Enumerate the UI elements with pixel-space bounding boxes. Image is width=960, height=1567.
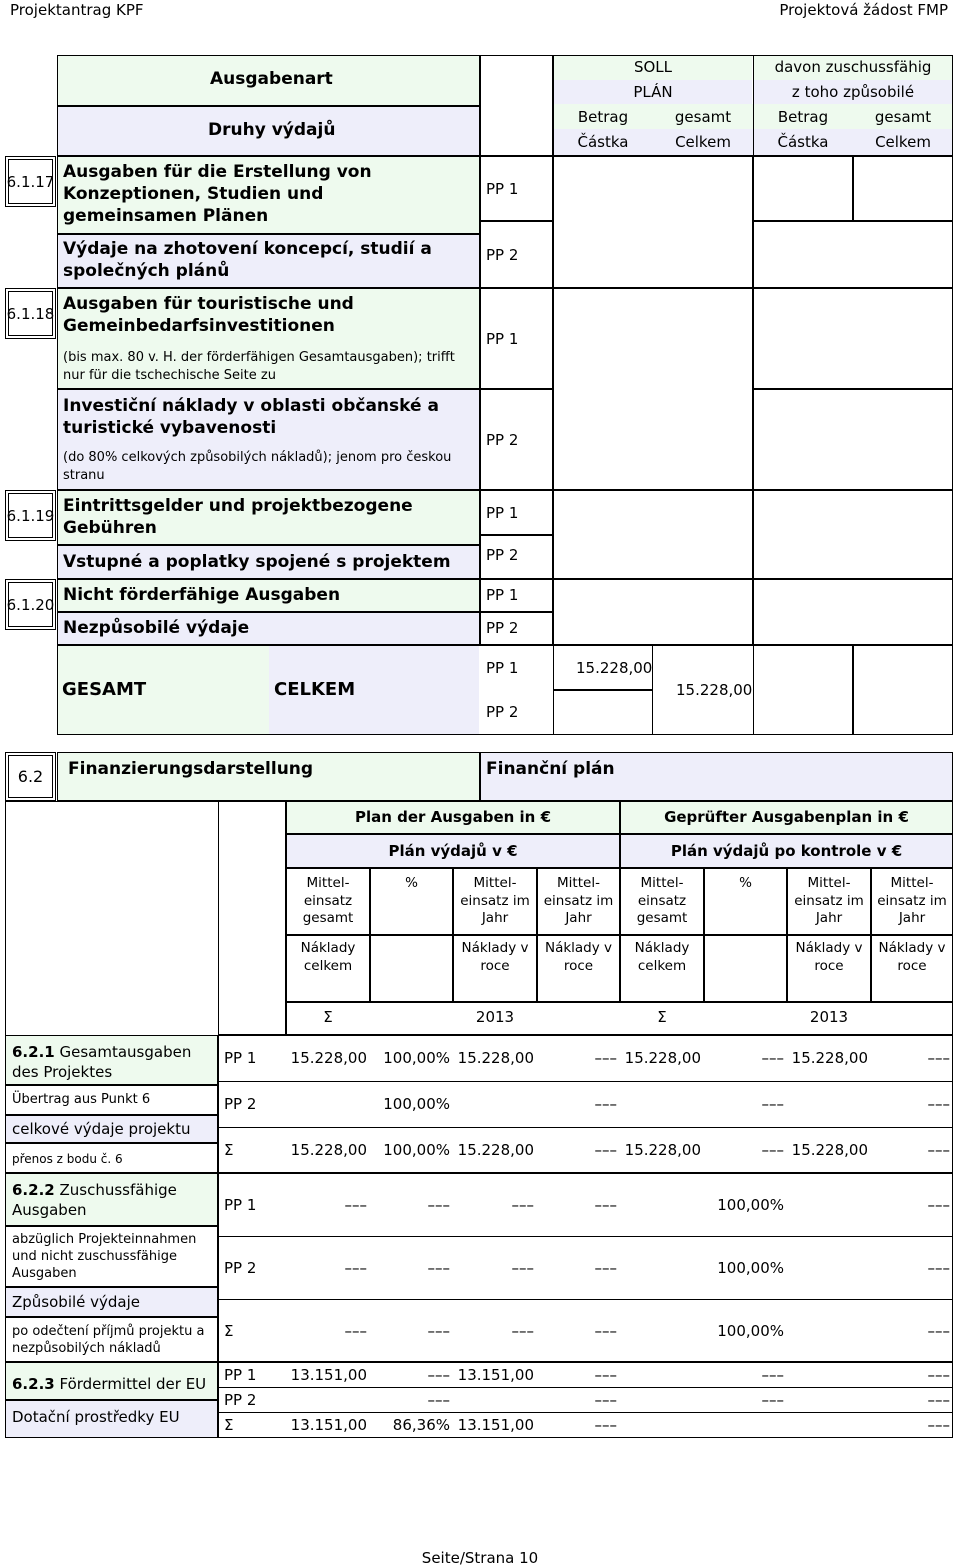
finance-cell: 15.228,00 xyxy=(290,1049,367,1067)
col-head-de-text: Mittel- einsatz im Jahr xyxy=(794,875,864,926)
year-geprueft: 2013 xyxy=(809,1008,849,1026)
label-celkove xyxy=(5,1115,218,1143)
total-pp1: PP 1 xyxy=(486,659,519,677)
finance-cell: 13.151,00 xyxy=(457,1365,534,1384)
plan-label: PLÁN xyxy=(633,83,673,101)
col-head-cz xyxy=(871,935,953,1002)
prenos-text: přenos z bodu č. 6 xyxy=(12,1152,123,1166)
row-6-1-18-cz-note: (do 80% celkových způsobilých nákladů); jenom pro českou stranu xyxy=(63,450,452,483)
plan-de-text: Plan der Ausgaben in € xyxy=(354,808,552,826)
betrag-label-1: Betrag xyxy=(577,108,629,126)
finance-cell: 100,00% xyxy=(717,1258,784,1277)
page-footer: Seite/Strana 10 xyxy=(421,1549,539,1567)
row-6-1-20-de-text: Nicht förderfähige Ausgaben xyxy=(63,585,341,605)
sigma-geprueft: Σ xyxy=(657,1008,667,1026)
finance-cell: 15.228,00 xyxy=(290,1141,367,1159)
row-6-1-18-cz-text: Investiční náklady v oblasti občanské a turistické vybavenosti xyxy=(63,396,439,438)
row-6-1-17-cz-text: Výdaje na zhotovení koncepcí, studií a společných plánů xyxy=(63,239,432,281)
finance-cell: ––– xyxy=(511,1258,534,1277)
finance-cell: 15.228,00 xyxy=(624,1049,701,1067)
gesamt-label-2: gesamt xyxy=(874,108,932,126)
col-head-cz-text: Náklady v roce xyxy=(878,940,946,974)
castka-label-2: Částka xyxy=(777,133,829,151)
row-6-1-19-pp2: PP 2 xyxy=(480,535,553,579)
finance-cell: ––– xyxy=(927,1365,950,1384)
col-head-de xyxy=(620,868,704,935)
finance-cell: ––– xyxy=(761,1365,784,1384)
row-6-1-17-cz xyxy=(57,234,480,288)
plan-header-cz xyxy=(286,834,620,868)
finance-cell: ––– xyxy=(427,1321,450,1340)
row-6-1-17-de-text: Ausgaben für die Erstellung von Konzeptionen, Studien und gemeinsamen Plänen xyxy=(63,162,372,226)
row-6-1-19-de xyxy=(57,490,480,545)
col-head-de-text: Mittel- einsatz gesamt xyxy=(302,875,354,926)
druhy-header xyxy=(57,106,480,156)
row-divider xyxy=(218,1081,953,1082)
row-6-1-20-pp1: PP 1 xyxy=(480,579,553,612)
finance-cell: ––– xyxy=(427,1195,450,1214)
ztoho-label: z toho způsobilé xyxy=(791,83,915,101)
row-number-6-1-20: 6.1.20 xyxy=(5,579,56,630)
col-head-de-text: % xyxy=(405,875,418,891)
cell xyxy=(753,389,953,490)
finance-cell: ––– xyxy=(927,1141,950,1159)
cell xyxy=(553,288,753,490)
col-head-cz xyxy=(370,935,453,1002)
finance-table-inner-label-col xyxy=(218,801,286,1035)
label-6-2-2-text: 6.2.2 Zuschussfähige Ausgaben xyxy=(12,1181,177,1219)
finance-cell: ––– xyxy=(594,1258,617,1277)
col-head-cz-text: Náklady celkem xyxy=(634,940,690,974)
finance-cell: ––– xyxy=(927,1321,950,1340)
col-head-de xyxy=(704,868,787,935)
row-number-6-1-18: 6.1.18 xyxy=(5,288,56,339)
finance-cell: ––– xyxy=(344,1258,367,1277)
row-6-1-18-pp1: PP 1 xyxy=(480,288,553,389)
row-number-6-1-17: 6.1.17 xyxy=(5,156,56,207)
col-head-de xyxy=(787,868,871,935)
row-divider xyxy=(218,1173,953,1174)
col-head-cz xyxy=(453,935,537,1002)
cell xyxy=(753,156,853,221)
cell xyxy=(753,221,953,288)
finance-cell: 100,00% xyxy=(383,1049,450,1067)
finance-cell: 13.151,00 xyxy=(290,1416,367,1434)
total-gesamt: 15.228,00 xyxy=(676,681,753,699)
finance-row-label: PP 1 xyxy=(224,1195,257,1214)
col-head-de xyxy=(871,868,953,935)
col-head-de-text: Mittel- einsatz im Jahr xyxy=(543,875,614,926)
label-6-2-3-text: 6.2.3 Fördermittel der EU xyxy=(12,1375,207,1393)
row-divider xyxy=(218,1299,953,1300)
cell xyxy=(553,490,753,579)
row-6-1-20-pp2: PP 2 xyxy=(480,612,553,645)
cell xyxy=(753,490,953,579)
header-left: Projektantrag KPF xyxy=(10,1,144,19)
label-6-2-3 xyxy=(5,1362,218,1400)
plan-cz-text: Plán výdajů v € xyxy=(388,842,518,860)
col-head-de xyxy=(453,868,537,935)
col-head-cz xyxy=(286,935,370,1002)
finance-cell: ––– xyxy=(594,1321,617,1340)
col-head-de-text: % xyxy=(739,875,752,891)
row-6-1-18-de xyxy=(57,288,480,389)
row-divider xyxy=(218,1362,953,1363)
finance-cell: 86,36% xyxy=(392,1416,450,1434)
cell xyxy=(753,579,953,645)
label-dotacni xyxy=(5,1400,218,1438)
col-head-de xyxy=(286,868,370,935)
geprueft-de-text: Geprüfter Ausgabenplan in € xyxy=(664,808,909,826)
castka-label-1: Částka xyxy=(577,133,629,151)
row-divider xyxy=(218,1035,953,1036)
cell xyxy=(853,645,953,735)
finance-cell: ––– xyxy=(594,1416,617,1434)
col-head-cz-text: Náklady celkem xyxy=(300,940,356,974)
finance-cell: ––– xyxy=(511,1321,534,1340)
finance-cell: ––– xyxy=(927,1416,950,1434)
ausgabenart-header xyxy=(57,55,480,106)
col-head-de xyxy=(370,868,453,935)
row-6-1-18-cz xyxy=(57,389,480,490)
cell xyxy=(753,645,853,735)
finance-cell: ––– xyxy=(594,1049,617,1067)
finance-cell: ––– xyxy=(427,1258,450,1277)
cell xyxy=(553,579,753,645)
total-betrag-cell xyxy=(553,645,653,690)
col-head-de-text: Mittel- einsatz im Jahr xyxy=(460,875,530,926)
row-6-1-18-de-note: (bis max. 80 v. H. der förderfähigen Gesamtausgaben); trifft nur für die tschechische Seite zu xyxy=(63,350,455,383)
row-6-1-20-cz xyxy=(57,612,480,645)
finance-cell: 100,00% xyxy=(383,1141,450,1159)
financni-plan: Finanční plán xyxy=(486,759,615,779)
finance-cell: 15.228,00 xyxy=(791,1049,868,1067)
betrag-label-2: Betrag xyxy=(777,108,829,126)
finance-row-label: PP 2 xyxy=(224,1258,257,1277)
cell xyxy=(853,156,953,221)
ausgabenart-label: Ausgabenart xyxy=(210,69,333,89)
finance-cell: ––– xyxy=(594,1095,617,1113)
row-6-1-20-cz-text: Nezpůsobilé výdaje xyxy=(63,618,250,638)
finance-cell: ––– xyxy=(594,1390,617,1409)
section-6-2-title-de xyxy=(57,752,480,801)
col-head-cz xyxy=(704,935,787,1002)
total-betrag: 15.228,00 xyxy=(576,659,653,677)
row-divider xyxy=(218,1412,953,1413)
finance-cell: ––– xyxy=(927,1049,950,1067)
section-6-2-title-cz xyxy=(480,752,953,801)
total-cz-label: CELKEM xyxy=(274,679,356,700)
label-abzueglich xyxy=(5,1226,218,1287)
finance-cell: ––– xyxy=(511,1195,534,1214)
row-6-1-18-de-text: Ausgaben für touristische und Gemeinbedarfsinvestitionen xyxy=(63,294,354,336)
finance-cell: 15.228,00 xyxy=(457,1049,534,1067)
cell xyxy=(553,690,653,735)
finance-cell: ––– xyxy=(927,1390,950,1409)
dotacni-text: Dotační prostředky EU xyxy=(12,1408,180,1426)
finance-cell: ––– xyxy=(594,1141,617,1159)
label-po-odecteni xyxy=(5,1317,218,1362)
row-6-1-20-de xyxy=(57,579,480,612)
col-head-cz xyxy=(787,935,871,1002)
label-zpusobile xyxy=(5,1287,218,1317)
finance-cell: ––– xyxy=(927,1095,950,1113)
header-right: Projektová žádost FMP xyxy=(779,1,948,19)
row-divider xyxy=(218,1127,953,1128)
row-6-1-17-pp2: PP 2 xyxy=(480,221,553,288)
finanzierungsdarstellung: Finanzierungsdarstellung xyxy=(68,759,314,779)
finance-row-label: Σ xyxy=(224,1321,234,1340)
section-6-2-number: 6.2 xyxy=(5,752,56,801)
soll-label: SOLL xyxy=(633,58,673,76)
gesamt-label-1: gesamt xyxy=(674,108,732,126)
finance-cell: 100,00% xyxy=(383,1095,450,1113)
finance-row-label: PP 1 xyxy=(224,1365,257,1384)
celkem-label-1: Celkem xyxy=(675,133,731,151)
year-plan: 2013 xyxy=(475,1008,515,1026)
row-6-1-18-pp2: PP 2 xyxy=(480,389,553,490)
label-6-2-2 xyxy=(5,1173,218,1226)
finance-row-label: Σ xyxy=(224,1141,234,1159)
row-6-1-19-cz-text: Vstupné a poplatky spojené s projektem xyxy=(63,552,451,572)
finance-cell: ––– xyxy=(761,1390,784,1409)
cell xyxy=(753,288,953,389)
label-6-2-1 xyxy=(5,1035,218,1085)
finance-cell: ––– xyxy=(344,1321,367,1340)
col-head-de xyxy=(537,868,620,935)
davon-label: davon zuschussfähig xyxy=(774,58,932,76)
row-6-1-19-de-text: Eintrittsgelder und projektbezogene Gebühren xyxy=(63,496,413,538)
finance-cell: 15.228,00 xyxy=(457,1141,534,1159)
plan-header-de xyxy=(286,801,620,834)
col-head-cz-text: Náklady v roce xyxy=(795,940,863,974)
finance-cell: ––– xyxy=(344,1195,367,1214)
total-pp2: PP 2 xyxy=(486,703,519,721)
abzueglich-text: abzüglich Projekteinnahmen und nicht zuschussfähige Ausgaben xyxy=(12,1232,197,1281)
label-uebertrag xyxy=(5,1085,218,1115)
geprueft-header-cz xyxy=(620,834,953,868)
finance-row-label: PP 2 xyxy=(224,1390,257,1409)
po-odecteni-text: po odečtení příjmů projektu a nezpůsobilých nákladů xyxy=(12,1324,205,1356)
finance-cell: ––– xyxy=(927,1258,950,1277)
finance-cell: ––– xyxy=(594,1365,617,1384)
finance-cell: 100,00% xyxy=(717,1195,784,1214)
finance-row-label: PP 1 xyxy=(224,1049,257,1067)
finance-cell: 13.151,00 xyxy=(290,1365,367,1384)
pp-header xyxy=(480,55,553,156)
finance-cell: ––– xyxy=(427,1365,450,1384)
finance-cell: ––– xyxy=(427,1390,450,1409)
celkem-label-2: Celkem xyxy=(875,133,931,151)
row-6-1-19-cz xyxy=(57,545,480,579)
row-6-1-17-pp1: PP 1 xyxy=(480,156,553,221)
row-6-1-17-de xyxy=(57,156,480,234)
row-divider xyxy=(218,1236,953,1237)
col-head-cz-text: Náklady v roce xyxy=(544,940,613,974)
celkove-text: celkové výdaje projektu xyxy=(12,1120,191,1138)
geprueft-cz-text: Plán výdajů po kontrole v € xyxy=(670,842,903,860)
zpusobile-text: Způsobilé výdaje xyxy=(12,1293,141,1311)
col-head-de-text: Mittel- einsatz gesamt xyxy=(636,875,688,926)
row-6-1-17-val xyxy=(553,156,753,288)
col-head-cz xyxy=(620,935,704,1002)
finance-row-label: PP 2 xyxy=(224,1095,257,1113)
total-de-label: GESAMT xyxy=(62,679,147,700)
expense-table xyxy=(0,0,960,740)
sigma-plan: Σ xyxy=(323,1008,333,1026)
druhy-label: Druhy výdajů xyxy=(208,120,336,140)
finance-cell: ––– xyxy=(761,1141,784,1159)
finance-row-label: Σ xyxy=(224,1416,234,1434)
geprueft-header-de xyxy=(620,801,953,834)
finance-cell: 15.228,00 xyxy=(791,1141,868,1159)
col-head-cz-text: Náklady v roce xyxy=(461,940,529,974)
finance-cell: ––– xyxy=(761,1049,784,1067)
finance-cell: 13.151,00 xyxy=(457,1416,534,1434)
row-divider xyxy=(218,1387,953,1388)
col-head-de-text: Mittel- einsatz im Jahr xyxy=(877,875,947,926)
row-number-6-1-19: 6.1.19 xyxy=(5,490,56,541)
euro-icon: € xyxy=(540,808,552,826)
finance-cell: ––– xyxy=(761,1095,784,1113)
row-6-1-19-pp1: PP 1 xyxy=(480,490,553,535)
label-6-2-1-text: 6.2.1 Gesamtausgaben des Projektes xyxy=(12,1043,192,1081)
col-head-cz xyxy=(537,935,620,1002)
finance-cell: ––– xyxy=(594,1195,617,1214)
label-prenos xyxy=(5,1143,218,1173)
uebertrag-text: Übertrag aus Punkt 6 xyxy=(12,1092,151,1107)
finance-cell: 15.228,00 xyxy=(624,1141,701,1159)
finance-cell: ––– xyxy=(927,1195,950,1214)
finance-cell: 100,00% xyxy=(717,1321,784,1340)
